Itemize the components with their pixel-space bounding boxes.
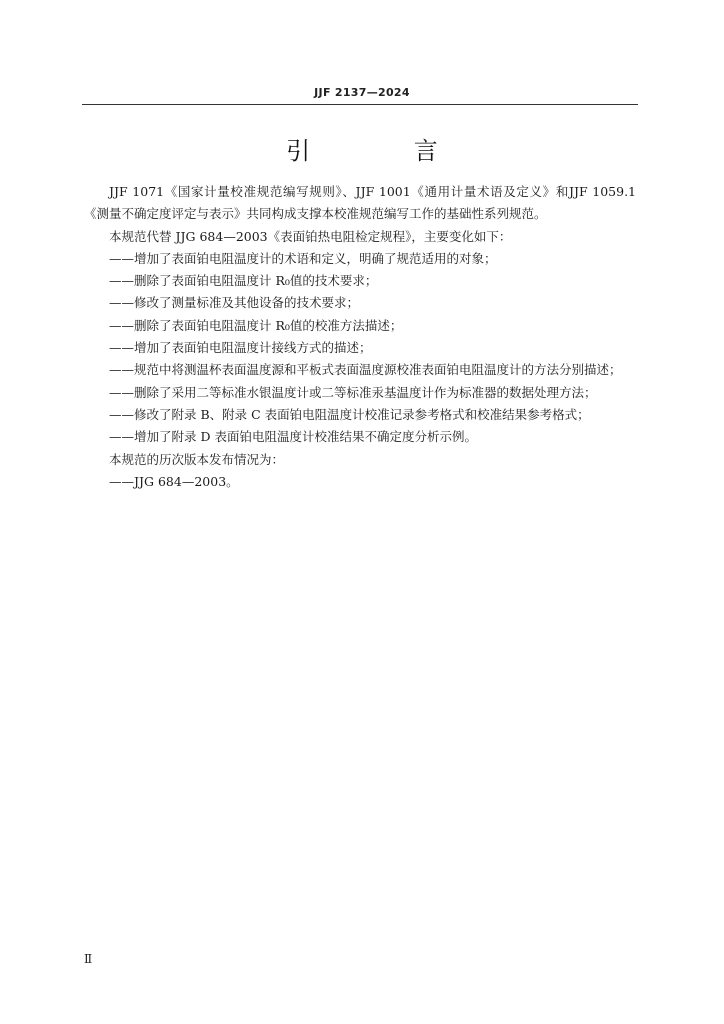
intro-paragraph: JJF 1071《国家计量校准规范编写规则》、JJF 1001《通用计量术语及定义》和JJF 1059.1《测量不确定度评定与表示》共同构成支撑本校准规范编写工作的基础性系列规范。 — [84, 184, 636, 222]
change-item: ——删除了表面铂电阻温度计 R₀值的技术要求； — [109, 273, 378, 289]
change-item: ——删除了采用二等标准水银温度计或二等标准汞基温度计作为标准器的数据处理方法； — [109, 384, 597, 400]
page-title: 引 言 — [286, 137, 486, 165]
header-divider — [82, 104, 638, 105]
version-history-intro: 本规范的历次版本发布情况为： — [109, 451, 285, 467]
change-item: ——修改了附录 B、附录 C 表面铂电阻温度计校准记录参考格式和校准结果参考格式； — [109, 406, 590, 422]
change-item: ——增加了附录 D 表面铂电阻温度计校准结果不确定度分析示例。 — [109, 429, 477, 445]
document-body — [84, 181, 636, 493]
change-item: ——删除了表面铂电阻温度计 R₀值的校准方法描述； — [109, 317, 403, 333]
change-item: ——增加了表面铂电阻温度计接线方式的描述； — [109, 340, 372, 356]
page-number: Ⅱ — [84, 952, 93, 966]
version-history-item: ——JJG 684—2003。 — [109, 473, 239, 489]
change-item: ——增加了表面铂电阻温度计的术语和定义，明确了规范适用的对象； — [109, 250, 497, 266]
replacement-statement: 本规范代替 JJG 684—2003《表面铂热电阻检定规程》，主要变化如下： — [109, 228, 512, 244]
document-code-header: JJF 2137—2024 — [314, 86, 410, 99]
change-item: ——修改了测量标准及其他设备的技术要求； — [109, 295, 360, 311]
change-item: ——规范中将测温杯表面温度源和平板式表面温度源校准表面铂电阻温度计的方法分别描述； — [109, 362, 622, 378]
